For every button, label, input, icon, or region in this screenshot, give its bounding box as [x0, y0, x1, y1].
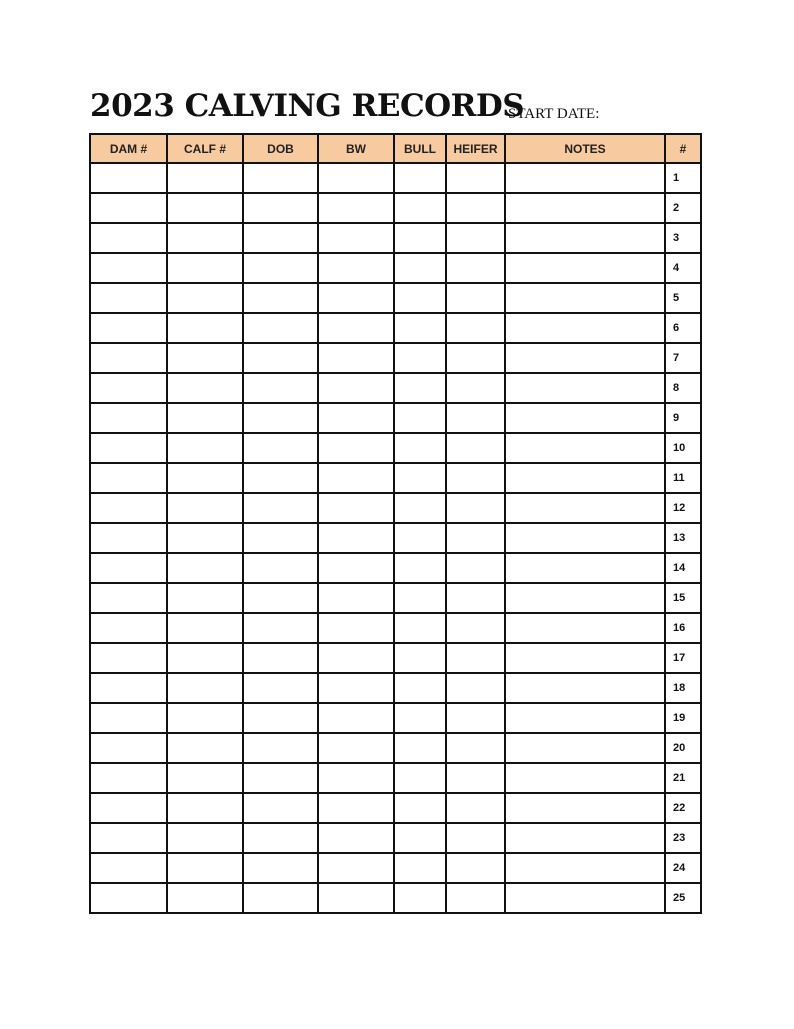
heifer-cell[interactable]: [446, 643, 505, 673]
table-row: [90, 223, 701, 253]
bull-cell[interactable]: [394, 613, 446, 643]
bull-cell[interactable]: [394, 793, 446, 823]
heifer-cell[interactable]: [446, 703, 505, 733]
dob-cell[interactable]: [243, 313, 318, 343]
column-header-bw: BW: [318, 134, 394, 163]
row-number: 2: [665, 193, 701, 223]
notes-cell[interactable]: [505, 283, 665, 313]
bw-cell[interactable]: [318, 793, 394, 823]
calf-cell[interactable]: [167, 763, 243, 793]
row-number: 4: [665, 253, 701, 283]
row-number: 6: [665, 313, 701, 343]
dam-cell[interactable]: [90, 853, 167, 883]
heifer-cell[interactable]: [446, 673, 505, 703]
table-row: [90, 433, 701, 463]
dam-cell[interactable]: [90, 703, 167, 733]
dob-cell[interactable]: [243, 463, 318, 493]
dob-cell[interactable]: [243, 703, 318, 733]
heifer-cell[interactable]: [446, 403, 505, 433]
table-row: [90, 703, 701, 733]
heifer-cell[interactable]: [446, 613, 505, 643]
calf-cell[interactable]: [167, 403, 243, 433]
bw-cell[interactable]: [318, 313, 394, 343]
notes-cell[interactable]: [505, 253, 665, 283]
calf-cell[interactable]: [167, 193, 243, 223]
start-date-label: START DATE:: [508, 106, 600, 122]
heifer-cell[interactable]: [446, 583, 505, 613]
heifer-cell[interactable]: [446, 793, 505, 823]
column-header-bull: BULL: [394, 134, 446, 163]
calving-records-table: [89, 133, 702, 914]
dam-cell[interactable]: [90, 343, 167, 373]
calf-cell[interactable]: [167, 613, 243, 643]
row-number: 8: [665, 373, 701, 403]
column-header-calf: CALF #: [167, 134, 243, 163]
bull-cell[interactable]: [394, 733, 446, 763]
dam-cell[interactable]: [90, 163, 167, 193]
bull-cell[interactable]: [394, 313, 446, 343]
dam-cell[interactable]: [90, 613, 167, 643]
bull-cell[interactable]: [394, 493, 446, 523]
bull-cell[interactable]: [394, 583, 446, 613]
bull-cell[interactable]: [394, 463, 446, 493]
calf-cell[interactable]: [167, 283, 243, 313]
heifer-cell[interactable]: [446, 223, 505, 253]
bull-cell[interactable]: [394, 553, 446, 583]
bw-cell[interactable]: [318, 583, 394, 613]
table-row: [90, 733, 701, 763]
table-row: [90, 193, 701, 223]
table-row: [90, 373, 701, 403]
calf-cell[interactable]: [167, 883, 243, 913]
bw-cell[interactable]: [318, 673, 394, 703]
bw-cell[interactable]: [318, 193, 394, 223]
calf-cell[interactable]: [167, 583, 243, 613]
heifer-cell[interactable]: [446, 823, 505, 853]
row-number: 5: [665, 283, 701, 313]
dam-cell[interactable]: [90, 553, 167, 583]
bw-cell[interactable]: [318, 763, 394, 793]
calf-cell[interactable]: [167, 223, 243, 253]
row-number: 13: [665, 523, 701, 553]
notes-cell[interactable]: [505, 163, 665, 193]
notes-cell[interactable]: [505, 523, 665, 553]
notes-cell[interactable]: [505, 193, 665, 223]
bull-cell[interactable]: [394, 253, 446, 283]
dob-cell[interactable]: [243, 643, 318, 673]
calf-cell[interactable]: [167, 313, 243, 343]
dob-cell[interactable]: [243, 283, 318, 313]
dob-cell[interactable]: [243, 583, 318, 613]
bw-cell[interactable]: [318, 613, 394, 643]
table-row: [90, 673, 701, 703]
dam-cell[interactable]: [90, 883, 167, 913]
heifer-cell[interactable]: [446, 493, 505, 523]
calf-cell[interactable]: [167, 643, 243, 673]
notes-cell[interactable]: [505, 343, 665, 373]
bw-cell[interactable]: [318, 343, 394, 373]
dob-cell[interactable]: [243, 763, 318, 793]
dam-cell[interactable]: [90, 373, 167, 403]
bw-cell[interactable]: [318, 823, 394, 853]
table-row: [90, 793, 701, 823]
table-row: [90, 313, 701, 343]
bull-cell[interactable]: [394, 673, 446, 703]
heifer-cell[interactable]: [446, 373, 505, 403]
dob-cell[interactable]: [243, 883, 318, 913]
row-number: 16: [665, 613, 701, 643]
dam-cell[interactable]: [90, 733, 167, 763]
bull-cell[interactable]: [394, 373, 446, 403]
table-row: [90, 763, 701, 793]
heifer-cell[interactable]: [446, 253, 505, 283]
row-number: 23: [665, 823, 701, 853]
notes-cell[interactable]: [505, 643, 665, 673]
dob-cell[interactable]: [243, 253, 318, 283]
row-number: 9: [665, 403, 701, 433]
bw-cell[interactable]: [318, 703, 394, 733]
table-row: [90, 403, 701, 433]
notes-cell[interactable]: [505, 403, 665, 433]
dob-cell[interactable]: [243, 403, 318, 433]
calf-cell[interactable]: [167, 433, 243, 463]
row-number: 14: [665, 553, 701, 583]
bull-cell[interactable]: [394, 643, 446, 673]
column-header-dam: DAM #: [90, 134, 167, 163]
row-number: 22: [665, 793, 701, 823]
dob-cell[interactable]: [243, 853, 318, 883]
heifer-cell[interactable]: [446, 523, 505, 553]
row-number: 19: [665, 703, 701, 733]
dob-cell[interactable]: [243, 673, 318, 703]
dam-cell[interactable]: [90, 523, 167, 553]
bull-cell[interactable]: [394, 763, 446, 793]
table-row: [90, 253, 701, 283]
table-header-row: [90, 134, 701, 163]
bw-cell[interactable]: [318, 883, 394, 913]
calf-cell[interactable]: [167, 703, 243, 733]
row-number: 24: [665, 853, 701, 883]
table-row: [90, 463, 701, 493]
bw-cell[interactable]: [318, 553, 394, 583]
calf-cell[interactable]: [167, 673, 243, 703]
dob-cell[interactable]: [243, 193, 318, 223]
heifer-cell[interactable]: [446, 763, 505, 793]
bull-cell[interactable]: [394, 403, 446, 433]
dob-cell[interactable]: [243, 793, 318, 823]
dam-cell[interactable]: [90, 823, 167, 853]
bull-cell[interactable]: [394, 193, 446, 223]
notes-cell[interactable]: [505, 823, 665, 853]
table-row: [90, 523, 701, 553]
table-row: [90, 493, 701, 523]
table-row: [90, 643, 701, 673]
row-number: 1: [665, 163, 701, 193]
table-row: [90, 823, 701, 853]
dob-cell[interactable]: [243, 523, 318, 553]
dam-cell[interactable]: [90, 223, 167, 253]
notes-cell[interactable]: [505, 733, 665, 763]
dob-cell[interactable]: [243, 343, 318, 373]
table-row: [90, 583, 701, 613]
table-row: [90, 283, 701, 313]
row-number: 3: [665, 223, 701, 253]
notes-cell[interactable]: [505, 373, 665, 403]
row-number: 11: [665, 463, 701, 493]
notes-cell[interactable]: [505, 793, 665, 823]
dam-cell[interactable]: [90, 463, 167, 493]
calf-cell[interactable]: [167, 553, 243, 583]
heifer-cell[interactable]: [446, 463, 505, 493]
bull-cell[interactable]: [394, 433, 446, 463]
table-row: [90, 343, 701, 373]
table-row: [90, 853, 701, 883]
dam-cell[interactable]: [90, 793, 167, 823]
heifer-cell[interactable]: [446, 343, 505, 373]
calf-cell[interactable]: [167, 373, 243, 403]
heifer-cell[interactable]: [446, 193, 505, 223]
bull-cell[interactable]: [394, 343, 446, 373]
bw-cell[interactable]: [318, 283, 394, 313]
dob-cell[interactable]: [243, 823, 318, 853]
dam-cell[interactable]: [90, 193, 167, 223]
heifer-cell[interactable]: [446, 313, 505, 343]
column-header-heifer: HEIFER: [446, 134, 505, 163]
row-number: 15: [665, 583, 701, 613]
calf-cell[interactable]: [167, 733, 243, 763]
heifer-cell[interactable]: [446, 163, 505, 193]
bull-cell[interactable]: [394, 823, 446, 853]
row-number: 17: [665, 643, 701, 673]
bw-cell[interactable]: [318, 463, 394, 493]
calf-cell[interactable]: [167, 163, 243, 193]
bull-cell[interactable]: [394, 883, 446, 913]
dob-cell[interactable]: [243, 373, 318, 403]
dob-cell[interactable]: [243, 733, 318, 763]
calf-cell[interactable]: [167, 853, 243, 883]
calf-cell[interactable]: [167, 523, 243, 553]
bw-cell[interactable]: [318, 373, 394, 403]
notes-cell[interactable]: [505, 703, 665, 733]
bw-cell[interactable]: [318, 223, 394, 253]
row-number: 7: [665, 343, 701, 373]
notes-cell[interactable]: [505, 853, 665, 883]
table-row: [90, 883, 701, 913]
notes-cell[interactable]: [505, 433, 665, 463]
bw-cell[interactable]: [318, 523, 394, 553]
bull-cell[interactable]: [394, 523, 446, 553]
bw-cell[interactable]: [318, 733, 394, 763]
heifer-cell[interactable]: [446, 283, 505, 313]
heifer-cell[interactable]: [446, 853, 505, 883]
heifer-cell[interactable]: [446, 883, 505, 913]
table-row: [90, 163, 701, 193]
bw-cell[interactable]: [318, 253, 394, 283]
dob-cell[interactable]: [243, 613, 318, 643]
row-number: 21: [665, 763, 701, 793]
calf-cell[interactable]: [167, 253, 243, 283]
row-number: 10: [665, 433, 701, 463]
dob-cell[interactable]: [243, 163, 318, 193]
calf-cell[interactable]: [167, 493, 243, 523]
dam-cell[interactable]: [90, 673, 167, 703]
dam-cell[interactable]: [90, 403, 167, 433]
calf-cell[interactable]: [167, 793, 243, 823]
column-header-notes: NOTES: [505, 134, 665, 163]
dam-cell[interactable]: [90, 583, 167, 613]
bull-cell[interactable]: [394, 223, 446, 253]
calf-cell[interactable]: [167, 343, 243, 373]
row-number: 18: [665, 673, 701, 703]
bull-cell[interactable]: [394, 853, 446, 883]
dob-cell[interactable]: [243, 223, 318, 253]
dam-cell[interactable]: [90, 253, 167, 283]
table-row: [90, 553, 701, 583]
row-number: 25: [665, 883, 701, 913]
notes-cell[interactable]: [505, 583, 665, 613]
dam-cell[interactable]: [90, 433, 167, 463]
notes-cell[interactable]: [505, 763, 665, 793]
dob-cell[interactable]: [243, 493, 318, 523]
bw-cell[interactable]: [318, 493, 394, 523]
dob-cell[interactable]: [243, 433, 318, 463]
dob-cell[interactable]: [243, 553, 318, 583]
notes-cell[interactable]: [505, 883, 665, 913]
heifer-cell[interactable]: [446, 733, 505, 763]
table-row: [90, 613, 701, 643]
bull-cell[interactable]: [394, 283, 446, 313]
bw-cell[interactable]: [318, 433, 394, 463]
dam-cell[interactable]: [90, 283, 167, 313]
row-number: 20: [665, 733, 701, 763]
column-header-dob: DOB: [243, 134, 318, 163]
notes-cell[interactable]: [505, 493, 665, 523]
dam-cell[interactable]: [90, 313, 167, 343]
dam-cell[interactable]: [90, 493, 167, 523]
bw-cell[interactable]: [318, 403, 394, 433]
bw-cell[interactable]: [318, 163, 394, 193]
notes-cell[interactable]: [505, 613, 665, 643]
dam-cell[interactable]: [90, 763, 167, 793]
bull-cell[interactable]: [394, 703, 446, 733]
heifer-cell[interactable]: [446, 433, 505, 463]
calf-cell[interactable]: [167, 823, 243, 853]
notes-cell[interactable]: [505, 223, 665, 253]
page-title: 2023 CALVING RECORDS: [90, 88, 525, 124]
row-number: 12: [665, 493, 701, 523]
bull-cell[interactable]: [394, 163, 446, 193]
calf-cell[interactable]: [167, 463, 243, 493]
column-header-number: #: [665, 134, 701, 163]
notes-cell[interactable]: [505, 673, 665, 703]
table-body: [90, 163, 701, 913]
notes-cell[interactable]: [505, 313, 665, 343]
notes-cell[interactable]: [505, 463, 665, 493]
bw-cell[interactable]: [318, 853, 394, 883]
dam-cell[interactable]: [90, 643, 167, 673]
bw-cell[interactable]: [318, 643, 394, 673]
heifer-cell[interactable]: [446, 553, 505, 583]
notes-cell[interactable]: [505, 553, 665, 583]
